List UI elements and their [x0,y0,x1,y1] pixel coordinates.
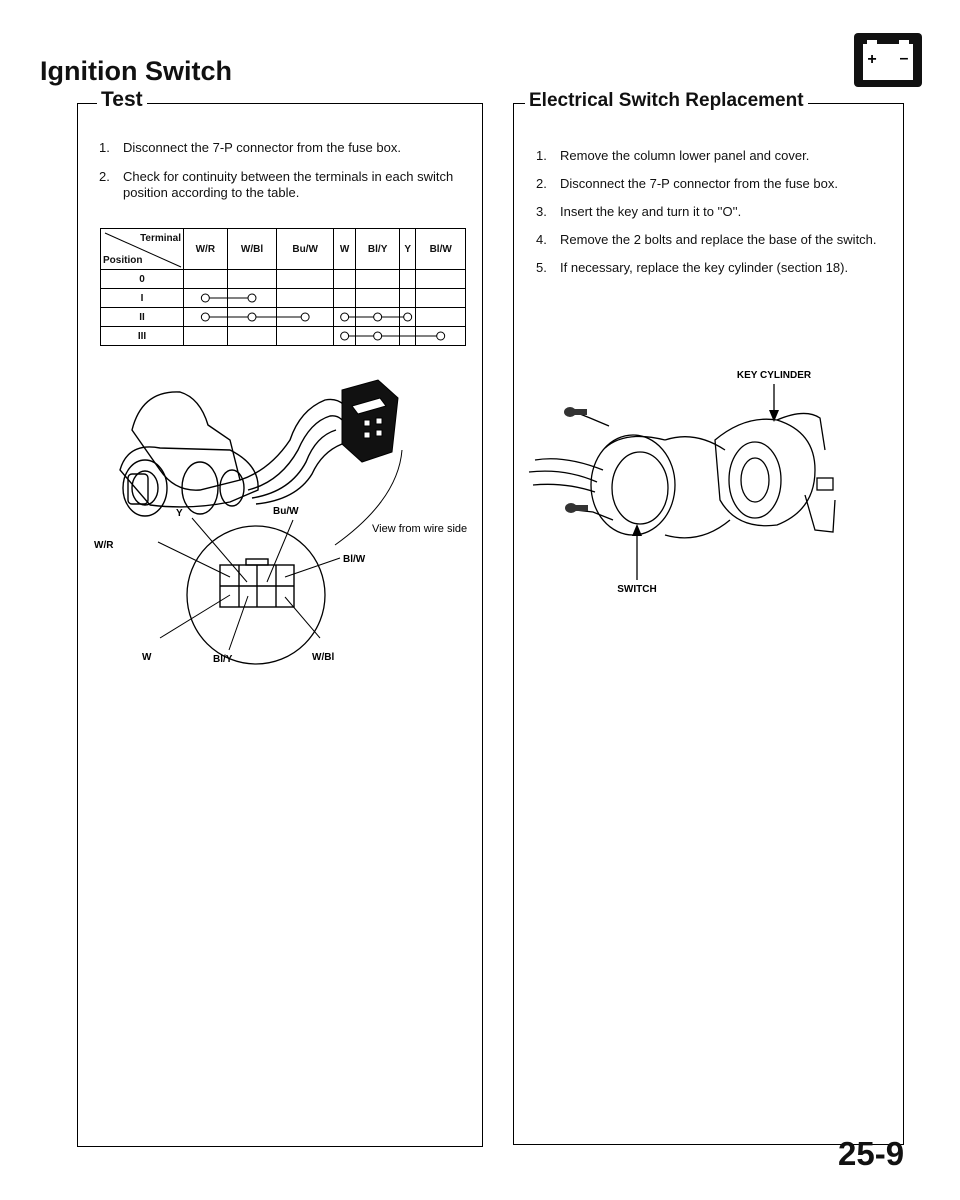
ignition-switch-body-icon [120,392,352,516]
test-steps [99,140,464,201]
list-item [536,176,886,192]
page-number: 25-9 [838,1135,905,1172]
column-header: Bl/W [416,229,466,270]
pin-label-w-r: W/R [94,540,114,551]
key-cylinder-label: KEY CYLINDER [736,370,812,381]
step-text: If necessary, replace the key cylinder (section 18). [560,260,849,275]
pin-label-bl-y: Bl/Y [213,654,233,665]
switch-label: SWITCH [617,584,657,595]
list-item [536,204,886,220]
key-cylinder-icon [665,413,835,537]
table-row [101,327,466,346]
switch-base-icon [529,412,675,535]
pin-label-w: W [142,652,152,663]
table-corner-cell [101,229,184,270]
step-number: 5. [536,260,547,275]
step-text: Check for continuity between the terminals in each switch position according to the table. [123,169,454,200]
switch-replacement-diagram [515,360,899,610]
connector-face-icon [220,559,294,607]
position-cell: 0 [101,270,184,289]
pin-label-y: Y [176,508,183,519]
pin-label-w-bl: W/Bl [312,652,335,663]
fuse-box-connector-icon [342,380,398,462]
column-header: W [333,229,355,270]
test-heading: Test [97,88,147,112]
position-cell: II [101,308,184,327]
corner-position-label: Position [103,255,143,266]
step-text: Remove the column lower panel and cover. [560,148,810,163]
table-row [101,270,466,289]
step-text: Disconnect the 7-P connector from the fuse box. [560,176,838,191]
table-header-row [101,229,466,270]
connector-view-circle [187,526,325,664]
view-from-wire-side-label: View from wire side [372,523,468,535]
list-item [536,260,886,276]
corner-terminal-label: Terminal [140,233,181,244]
list-item [536,148,886,164]
position-cell: III [101,327,184,346]
list-item [99,140,464,156]
step-number: 1. [536,148,547,163]
continuity-table [100,228,466,346]
pin-label-bl-w: Bl/W [343,554,366,565]
switch-arrow-icon [632,524,642,536]
list-item [99,169,464,201]
column-header: W/Bl [227,229,277,270]
table-row [101,308,466,327]
step-number: 1. [99,140,110,155]
column-header: Bl/Y [356,229,400,270]
step-number: 2. [99,169,110,184]
list-item [536,232,886,248]
replacement-heading: Electrical Switch Replacement [525,90,808,112]
battery-icon [853,32,923,88]
column-header: Bu/W [277,229,334,270]
battery-plus: + [867,51,877,68]
column-header: W/R [184,229,228,270]
step-text: Insert the key and turn it to ''O''. [560,204,742,219]
battery-minus: – [899,50,909,67]
page-title: Ignition Switch [40,56,232,86]
step-number: 4. [536,232,547,247]
position-cell: I [101,289,184,308]
step-text: Disconnect the 7-P connector from the fuse box. [123,140,401,155]
pin-label-bu-w: Bu/W [273,506,299,517]
ignition-switch-diagram [80,370,478,670]
step-number: 2. [536,176,547,191]
step-number: 3. [536,204,547,219]
step-text: Remove the 2 bolts and replace the base of the switch. [560,232,877,247]
table-row [101,289,466,308]
replacement-steps [536,148,886,276]
pin-leader-lines [158,518,340,650]
column-header: Y [400,229,416,270]
